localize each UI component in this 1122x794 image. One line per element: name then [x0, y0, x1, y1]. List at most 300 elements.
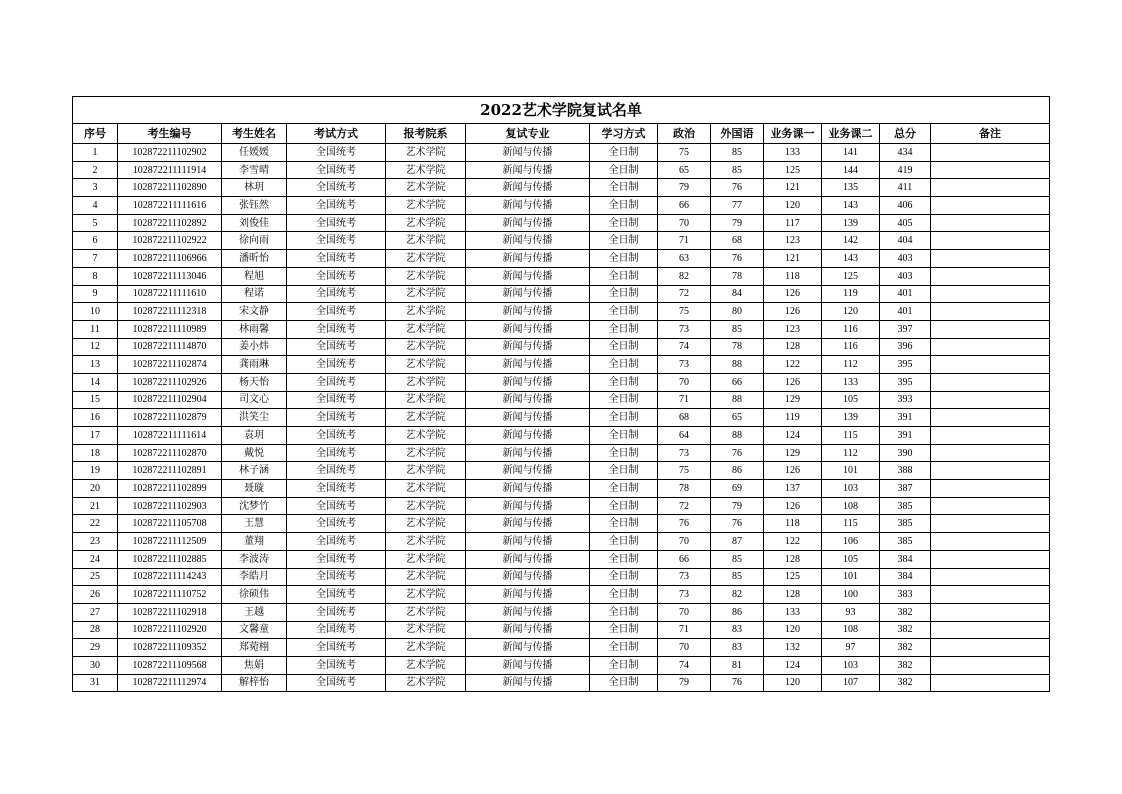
cell-col-politics: 82 [658, 267, 711, 285]
cell-col-id: 102872211113046 [118, 267, 222, 285]
cell-col-exam-type: 全国统考 [287, 480, 386, 498]
cell-col-department: 艺术学院 [386, 391, 466, 409]
cell-col-name: 沈梦竹 [222, 497, 287, 515]
cell-col-seq: 7 [73, 250, 118, 268]
cell-col-major: 新闻与传播 [466, 320, 590, 338]
cell-col-exam-type: 全国统考 [287, 409, 386, 427]
cell-col-total: 382 [880, 621, 931, 639]
cell-col-politics: 71 [658, 391, 711, 409]
table-row [73, 533, 1050, 551]
cell-col-course-two: 108 [822, 621, 880, 639]
cell-col-id: 102872211109568 [118, 656, 222, 674]
cell-col-department: 艺术学院 [386, 161, 466, 179]
table-row [73, 197, 1050, 215]
cell-col-course-one: 126 [764, 497, 822, 515]
cell-col-politics: 75 [658, 144, 711, 162]
table-title: 2022艺术学院复试名单 [73, 97, 1050, 124]
cell-col-major: 新闻与传播 [466, 267, 590, 285]
cell-col-politics: 66 [658, 197, 711, 215]
cell-col-course-two: 116 [822, 338, 880, 356]
cell-col-id: 102872211102918 [118, 603, 222, 621]
cell-col-seq: 1 [73, 144, 118, 162]
cell-col-politics: 75 [658, 462, 711, 480]
cell-col-exam-type: 全国统考 [287, 161, 386, 179]
cell-col-id: 102872211102920 [118, 621, 222, 639]
table-row [73, 568, 1050, 586]
cell-col-name: 袁玥 [222, 427, 287, 445]
cell-col-seq: 2 [73, 161, 118, 179]
cell-col-seq: 15 [73, 391, 118, 409]
cell-col-politics: 73 [658, 356, 711, 374]
cell-col-course-one: 124 [764, 427, 822, 445]
cell-col-course-two: 139 [822, 214, 880, 232]
cell-col-foreign-language: 77 [711, 197, 764, 215]
cell-col-study-mode: 全日制 [590, 338, 658, 356]
table-row [73, 320, 1050, 338]
cell-col-name: 潘昕怡 [222, 250, 287, 268]
cell-col-foreign-language: 76 [711, 674, 764, 692]
cell-col-remarks [931, 338, 1050, 356]
header-col-major: 复试专业 [466, 124, 590, 144]
cell-col-remarks [931, 586, 1050, 604]
cell-col-study-mode: 全日制 [590, 639, 658, 657]
cell-col-major: 新闻与传播 [466, 197, 590, 215]
cell-col-remarks [931, 373, 1050, 391]
cell-col-seq: 25 [73, 568, 118, 586]
cell-col-total: 411 [880, 179, 931, 197]
cell-col-exam-type: 全国统考 [287, 250, 386, 268]
cell-col-study-mode: 全日制 [590, 674, 658, 692]
cell-col-id: 102872211102903 [118, 497, 222, 515]
cell-col-politics: 72 [658, 497, 711, 515]
cell-col-course-two: 133 [822, 373, 880, 391]
cell-col-total: 391 [880, 409, 931, 427]
cell-col-total: 404 [880, 232, 931, 250]
cell-col-department: 艺术学院 [386, 674, 466, 692]
cell-col-department: 艺术学院 [386, 656, 466, 674]
cell-col-seq: 12 [73, 338, 118, 356]
cell-col-study-mode: 全日制 [590, 232, 658, 250]
cell-col-politics: 65 [658, 161, 711, 179]
cell-col-department: 艺术学院 [386, 639, 466, 657]
cell-col-foreign-language: 87 [711, 533, 764, 551]
cell-col-course-one: 128 [764, 338, 822, 356]
roster-body [73, 144, 1050, 692]
cell-col-remarks [931, 603, 1050, 621]
cell-col-name: 聂璇 [222, 480, 287, 498]
cell-col-seq: 5 [73, 214, 118, 232]
cell-col-major: 新闻与传播 [466, 586, 590, 604]
table-row [73, 373, 1050, 391]
cell-col-foreign-language: 84 [711, 285, 764, 303]
cell-col-course-two: 141 [822, 144, 880, 162]
cell-col-politics: 71 [658, 621, 711, 639]
cell-col-name: 林子涵 [222, 462, 287, 480]
cell-col-foreign-language: 76 [711, 444, 764, 462]
cell-col-major: 新闻与传播 [466, 214, 590, 232]
cell-col-course-one: 120 [764, 674, 822, 692]
cell-col-name: 林玥 [222, 179, 287, 197]
cell-col-foreign-language: 69 [711, 480, 764, 498]
cell-col-total: 396 [880, 338, 931, 356]
cell-col-major: 新闻与传播 [466, 391, 590, 409]
table-row [73, 232, 1050, 250]
cell-col-seq: 29 [73, 639, 118, 657]
cell-col-foreign-language: 88 [711, 391, 764, 409]
cell-col-foreign-language: 66 [711, 373, 764, 391]
cell-col-foreign-language: 76 [711, 515, 764, 533]
cell-col-seq: 20 [73, 480, 118, 498]
cell-col-department: 艺术学院 [386, 320, 466, 338]
cell-col-remarks [931, 639, 1050, 657]
table-row [73, 462, 1050, 480]
cell-col-course-two: 115 [822, 515, 880, 533]
cell-col-id: 102872211102926 [118, 373, 222, 391]
cell-col-course-one: 125 [764, 568, 822, 586]
cell-col-total: 382 [880, 639, 931, 657]
cell-col-total: 401 [880, 303, 931, 321]
header-col-total: 总分 [880, 124, 931, 144]
cell-col-course-one: 124 [764, 656, 822, 674]
cell-col-seq: 28 [73, 621, 118, 639]
table-row [73, 639, 1050, 657]
cell-col-seq: 10 [73, 303, 118, 321]
table-row [73, 161, 1050, 179]
cell-col-id: 102872211111610 [118, 285, 222, 303]
cell-col-major: 新闻与传播 [466, 462, 590, 480]
table-row [73, 356, 1050, 374]
retest-roster-table [72, 96, 1050, 692]
cell-col-course-two: 112 [822, 444, 880, 462]
cell-col-name: 林雨馨 [222, 320, 287, 338]
cell-col-course-one: 133 [764, 144, 822, 162]
cell-col-study-mode: 全日制 [590, 621, 658, 639]
cell-col-course-two: 144 [822, 161, 880, 179]
cell-col-course-two: 107 [822, 674, 880, 692]
cell-col-remarks [931, 197, 1050, 215]
cell-col-name: 徐硕伟 [222, 586, 287, 604]
cell-col-exam-type: 全国统考 [287, 621, 386, 639]
cell-col-foreign-language: 88 [711, 356, 764, 374]
cell-col-total: 395 [880, 373, 931, 391]
cell-col-total: 388 [880, 462, 931, 480]
table-row [73, 603, 1050, 621]
cell-col-politics: 70 [658, 214, 711, 232]
cell-col-politics: 73 [658, 568, 711, 586]
cell-col-foreign-language: 86 [711, 603, 764, 621]
cell-col-exam-type: 全国统考 [287, 462, 386, 480]
cell-col-foreign-language: 85 [711, 144, 764, 162]
cell-col-id: 102872211102885 [118, 550, 222, 568]
cell-col-course-one: 118 [764, 515, 822, 533]
cell-col-exam-type: 全国统考 [287, 214, 386, 232]
cell-col-seq: 24 [73, 550, 118, 568]
cell-col-remarks [931, 656, 1050, 674]
cell-col-study-mode: 全日制 [590, 515, 658, 533]
cell-col-course-one: 121 [764, 179, 822, 197]
cell-col-department: 艺术学院 [386, 285, 466, 303]
cell-col-major: 新闻与传播 [466, 179, 590, 197]
cell-col-exam-type: 全国统考 [287, 444, 386, 462]
cell-col-total: 382 [880, 656, 931, 674]
cell-col-seq: 9 [73, 285, 118, 303]
cell-col-course-one: 129 [764, 444, 822, 462]
cell-col-id: 102872211105708 [118, 515, 222, 533]
cell-col-politics: 73 [658, 444, 711, 462]
cell-col-politics: 73 [658, 586, 711, 604]
cell-col-department: 艺术学院 [386, 550, 466, 568]
cell-col-seq: 13 [73, 356, 118, 374]
cell-col-total: 385 [880, 515, 931, 533]
cell-col-course-one: 126 [764, 462, 822, 480]
cell-col-name: 刘俊佳 [222, 214, 287, 232]
header-col-department: 报考院系 [386, 124, 466, 144]
cell-col-major: 新闻与传播 [466, 161, 590, 179]
cell-col-major: 新闻与传播 [466, 603, 590, 621]
cell-col-exam-type: 全国统考 [287, 320, 386, 338]
cell-col-total: 390 [880, 444, 931, 462]
cell-col-total: 419 [880, 161, 931, 179]
cell-col-study-mode: 全日制 [590, 197, 658, 215]
header-col-id: 考生编号 [118, 124, 222, 144]
table-row [73, 550, 1050, 568]
cell-col-remarks [931, 267, 1050, 285]
cell-col-id: 102872211102922 [118, 232, 222, 250]
cell-col-total: 382 [880, 603, 931, 621]
cell-col-name: 董翔 [222, 533, 287, 551]
cell-col-study-mode: 全日制 [590, 497, 658, 515]
cell-col-exam-type: 全国统考 [287, 267, 386, 285]
cell-col-remarks [931, 391, 1050, 409]
table-row [73, 144, 1050, 162]
cell-col-department: 艺术学院 [386, 250, 466, 268]
cell-col-study-mode: 全日制 [590, 462, 658, 480]
cell-col-remarks [931, 250, 1050, 268]
table-row [73, 656, 1050, 674]
cell-col-total: 395 [880, 356, 931, 374]
table-row [73, 391, 1050, 409]
cell-col-major: 新闻与传播 [466, 656, 590, 674]
header-col-course-two: 业务课二 [822, 124, 880, 144]
cell-col-total: 403 [880, 250, 931, 268]
header-row [73, 124, 1050, 144]
cell-col-study-mode: 全日制 [590, 444, 658, 462]
cell-col-remarks [931, 568, 1050, 586]
cell-col-total: 385 [880, 497, 931, 515]
cell-col-department: 艺术学院 [386, 267, 466, 285]
cell-col-exam-type: 全国统考 [287, 603, 386, 621]
cell-col-study-mode: 全日制 [590, 586, 658, 604]
cell-col-seq: 17 [73, 427, 118, 445]
cell-col-course-two: 115 [822, 427, 880, 445]
cell-col-study-mode: 全日制 [590, 533, 658, 551]
cell-col-foreign-language: 80 [711, 303, 764, 321]
cell-col-study-mode: 全日制 [590, 214, 658, 232]
cell-col-course-one: 128 [764, 550, 822, 568]
cell-col-name: 洪笑尘 [222, 409, 287, 427]
cell-col-department: 艺术学院 [386, 533, 466, 551]
cell-col-major: 新闻与传播 [466, 497, 590, 515]
header-col-remarks: 备注 [931, 124, 1050, 144]
cell-col-name: 焦娟 [222, 656, 287, 674]
cell-col-study-mode: 全日制 [590, 356, 658, 374]
cell-col-seq: 21 [73, 497, 118, 515]
cell-col-department: 艺术学院 [386, 303, 466, 321]
header-col-study-mode: 学习方式 [590, 124, 658, 144]
cell-col-department: 艺术学院 [386, 515, 466, 533]
cell-col-remarks [931, 144, 1050, 162]
cell-col-total: 384 [880, 550, 931, 568]
cell-col-seq: 23 [73, 533, 118, 551]
cell-col-study-mode: 全日制 [590, 656, 658, 674]
cell-col-department: 艺术学院 [386, 409, 466, 427]
cell-col-politics: 79 [658, 674, 711, 692]
cell-col-total: 382 [880, 674, 931, 692]
cell-col-id: 102872211106966 [118, 250, 222, 268]
cell-col-course-two: 120 [822, 303, 880, 321]
cell-col-study-mode: 全日制 [590, 480, 658, 498]
header-col-politics: 政治 [658, 124, 711, 144]
cell-col-seq: 14 [73, 373, 118, 391]
cell-col-course-two: 93 [822, 603, 880, 621]
cell-col-foreign-language: 88 [711, 427, 764, 445]
cell-col-seq: 27 [73, 603, 118, 621]
cell-col-remarks [931, 427, 1050, 445]
cell-col-study-mode: 全日制 [590, 373, 658, 391]
cell-col-department: 艺术学院 [386, 179, 466, 197]
cell-col-major: 新闻与传播 [466, 303, 590, 321]
header-col-name: 考生姓名 [222, 124, 287, 144]
cell-col-exam-type: 全国统考 [287, 285, 386, 303]
cell-col-study-mode: 全日制 [590, 427, 658, 445]
cell-col-department: 艺术学院 [386, 480, 466, 498]
cell-col-exam-type: 全国统考 [287, 533, 386, 551]
cell-col-foreign-language: 85 [711, 568, 764, 586]
cell-col-department: 艺术学院 [386, 462, 466, 480]
cell-col-total: 385 [880, 533, 931, 551]
title-row [73, 97, 1050, 124]
cell-col-politics: 66 [658, 550, 711, 568]
cell-col-name: 程诺 [222, 285, 287, 303]
cell-col-seq: 3 [73, 179, 118, 197]
cell-col-total: 397 [880, 320, 931, 338]
cell-col-name: 任媛媛 [222, 144, 287, 162]
cell-col-name: 王慧 [222, 515, 287, 533]
cell-col-remarks [931, 320, 1050, 338]
cell-col-course-two: 100 [822, 586, 880, 604]
cell-col-id: 102872211102874 [118, 356, 222, 374]
cell-col-seq: 11 [73, 320, 118, 338]
cell-col-remarks [931, 621, 1050, 639]
cell-col-course-two: 125 [822, 267, 880, 285]
cell-col-department: 艺术学院 [386, 603, 466, 621]
cell-col-course-one: 117 [764, 214, 822, 232]
cell-col-study-mode: 全日制 [590, 179, 658, 197]
cell-col-major: 新闻与传播 [466, 444, 590, 462]
cell-col-id: 102872211112509 [118, 533, 222, 551]
cell-col-major: 新闻与传播 [466, 144, 590, 162]
cell-col-course-one: 119 [764, 409, 822, 427]
cell-col-exam-type: 全国统考 [287, 338, 386, 356]
cell-col-exam-type: 全国统考 [287, 179, 386, 197]
cell-col-course-one: 123 [764, 320, 822, 338]
cell-col-politics: 79 [658, 179, 711, 197]
cell-col-politics: 70 [658, 603, 711, 621]
cell-col-major: 新闻与传播 [466, 356, 590, 374]
cell-col-name: 解梓怡 [222, 674, 287, 692]
cell-col-department: 艺术学院 [386, 232, 466, 250]
cell-col-major: 新闻与传播 [466, 550, 590, 568]
cell-col-name: 王越 [222, 603, 287, 621]
cell-col-exam-type: 全国统考 [287, 232, 386, 250]
cell-col-foreign-language: 85 [711, 320, 764, 338]
cell-col-id: 102872211109352 [118, 639, 222, 657]
cell-col-major: 新闻与传播 [466, 250, 590, 268]
cell-col-exam-type: 全国统考 [287, 550, 386, 568]
cell-col-total: 393 [880, 391, 931, 409]
cell-col-politics: 76 [658, 515, 711, 533]
cell-col-major: 新闻与传播 [466, 232, 590, 250]
cell-col-exam-type: 全国统考 [287, 656, 386, 674]
cell-col-course-one: 126 [764, 373, 822, 391]
cell-col-id: 102872211114243 [118, 568, 222, 586]
cell-col-exam-type: 全国统考 [287, 144, 386, 162]
cell-col-remarks [931, 480, 1050, 498]
cell-col-remarks [931, 214, 1050, 232]
cell-col-department: 艺术学院 [386, 197, 466, 215]
cell-col-exam-type: 全国统考 [287, 674, 386, 692]
cell-col-course-two: 142 [822, 232, 880, 250]
cell-col-course-two: 116 [822, 320, 880, 338]
cell-col-major: 新闻与传播 [466, 515, 590, 533]
cell-col-total: 434 [880, 144, 931, 162]
cell-col-course-two: 143 [822, 197, 880, 215]
cell-col-major: 新闻与传播 [466, 674, 590, 692]
cell-col-total: 383 [880, 586, 931, 604]
cell-col-id: 102872211111914 [118, 161, 222, 179]
cell-col-seq: 19 [73, 462, 118, 480]
cell-col-exam-type: 全国统考 [287, 639, 386, 657]
cell-col-foreign-language: 79 [711, 214, 764, 232]
cell-col-politics: 74 [658, 656, 711, 674]
cell-col-course-one: 123 [764, 232, 822, 250]
cell-col-major: 新闻与传播 [466, 639, 590, 657]
cell-col-foreign-language: 83 [711, 639, 764, 657]
cell-col-total: 384 [880, 568, 931, 586]
cell-col-course-two: 101 [822, 462, 880, 480]
cell-col-exam-type: 全国统考 [287, 197, 386, 215]
cell-col-department: 艺术学院 [386, 356, 466, 374]
cell-col-major: 新闻与传播 [466, 568, 590, 586]
cell-col-total: 406 [880, 197, 931, 215]
cell-col-id: 102872211112318 [118, 303, 222, 321]
table-row [73, 427, 1050, 445]
table-row [73, 497, 1050, 515]
cell-col-major: 新闻与传播 [466, 480, 590, 498]
cell-col-foreign-language: 78 [711, 267, 764, 285]
cell-col-foreign-language: 82 [711, 586, 764, 604]
cell-col-name: 郑菀栩 [222, 639, 287, 657]
cell-col-course-two: 119 [822, 285, 880, 303]
cell-col-remarks [931, 674, 1050, 692]
cell-col-id: 102872211102899 [118, 480, 222, 498]
cell-col-exam-type: 全国统考 [287, 427, 386, 445]
cell-col-department: 艺术学院 [386, 427, 466, 445]
cell-col-foreign-language: 83 [711, 621, 764, 639]
cell-col-id: 102872211110989 [118, 320, 222, 338]
cell-col-study-mode: 全日制 [590, 144, 658, 162]
cell-col-study-mode: 全日制 [590, 285, 658, 303]
